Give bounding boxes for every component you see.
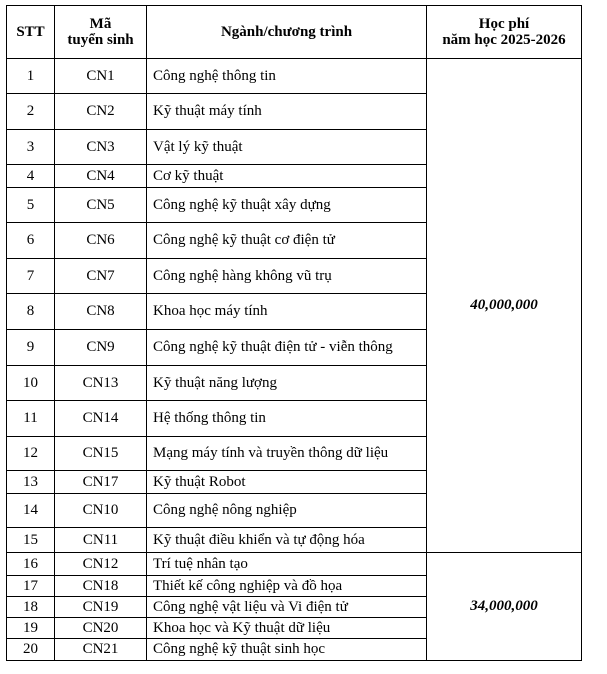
row-program: Công nghệ thông tin	[147, 59, 427, 94]
row-code: CN1	[55, 59, 147, 94]
row-program: Công nghệ vật liệu và Vi điện tử	[147, 597, 427, 618]
fee-group-1: 40,000,000	[427, 59, 582, 553]
row-code: CN6	[55, 223, 147, 259]
row-stt: 7	[7, 259, 55, 294]
row-code: CN5	[55, 188, 147, 223]
header-code	[55, 6, 147, 59]
row-program: Mạng máy tính và truyền thông dữ liệu	[147, 437, 427, 471]
row-stt: 18	[7, 597, 55, 618]
row-program: Kỹ thuật máy tính	[147, 94, 427, 130]
row-program: Cơ kỹ thuật	[147, 165, 427, 188]
row-stt: 13	[7, 471, 55, 494]
row-stt: 11	[7, 401, 55, 437]
row-program: Khoa học và Kỹ thuật dữ liệu	[147, 618, 427, 639]
row-code: CN11	[55, 528, 147, 553]
row-stt: 14	[7, 494, 55, 528]
row-program: Kỹ thuật Robot	[147, 471, 427, 494]
row-stt: 3	[7, 130, 55, 165]
row-stt: 9	[7, 330, 55, 366]
row-program: Khoa học máy tính	[147, 294, 427, 330]
row-stt: 10	[7, 366, 55, 401]
row-code: CN19	[55, 597, 147, 618]
row-program: Công nghệ kỹ thuật xây dựng	[147, 188, 427, 223]
row-program: Công nghệ kỹ thuật sinh học	[147, 639, 427, 661]
row-stt: 17	[7, 576, 55, 597]
header-code-line1: Mã	[89, 15, 112, 32]
row-program: Trí tuệ nhân tạo	[147, 553, 427, 576]
row-code: CN2	[55, 94, 147, 130]
row-code: CN3	[55, 130, 147, 165]
row-program: Công nghệ kỹ thuật điện tử - viễn thông	[147, 330, 427, 366]
row-stt: 5	[7, 188, 55, 223]
row-stt: 19	[7, 618, 55, 639]
header-fee-line2: năm học 2025-2026	[442, 32, 566, 48]
row-program: Công nghệ hàng không vũ trụ	[147, 259, 427, 294]
row-stt: 2	[7, 94, 55, 130]
header-row	[7, 6, 582, 59]
row-code: CN21	[55, 639, 147, 661]
row-code: CN13	[55, 366, 147, 401]
row-code: CN17	[55, 471, 147, 494]
tuition-table	[6, 5, 582, 661]
row-stt: 8	[7, 294, 55, 330]
row-program: Kỹ thuật điều khiển và tự động hóa	[147, 528, 427, 553]
row-code: CN20	[55, 618, 147, 639]
header-program: Ngành/chương trình	[147, 6, 427, 59]
row-code: CN10	[55, 494, 147, 528]
row-stt: 20	[7, 639, 55, 661]
row-program: Kỹ thuật năng lượng	[147, 366, 427, 401]
row-stt: 15	[7, 528, 55, 553]
header-stt: STT	[7, 6, 55, 59]
header-code-line2: tuyển sinh	[67, 32, 134, 48]
table-row	[7, 59, 582, 94]
row-code: CN14	[55, 401, 147, 437]
row-stt: 1	[7, 59, 55, 94]
row-code: CN9	[55, 330, 147, 366]
row-stt: 12	[7, 437, 55, 471]
row-stt: 4	[7, 165, 55, 188]
row-code: CN7	[55, 259, 147, 294]
row-program: Công nghệ nông nghiệp	[147, 494, 427, 528]
row-code: CN8	[55, 294, 147, 330]
row-program: Vật lý kỹ thuật	[147, 130, 427, 165]
table-row	[7, 553, 582, 576]
row-program: Công nghệ kỹ thuật cơ điện tử	[147, 223, 427, 259]
header-fee-line1: Học phí	[478, 15, 530, 32]
row-code: CN12	[55, 553, 147, 576]
row-code: CN18	[55, 576, 147, 597]
row-program: Thiết kế công nghiệp và đồ họa	[147, 576, 427, 597]
row-stt: 16	[7, 553, 55, 576]
row-stt: 6	[7, 223, 55, 259]
header-fee	[427, 6, 582, 59]
row-code: CN15	[55, 437, 147, 471]
row-code: CN4	[55, 165, 147, 188]
fee-group-2: 34,000,000	[427, 553, 582, 661]
row-program: Hệ thống thông tin	[147, 401, 427, 437]
